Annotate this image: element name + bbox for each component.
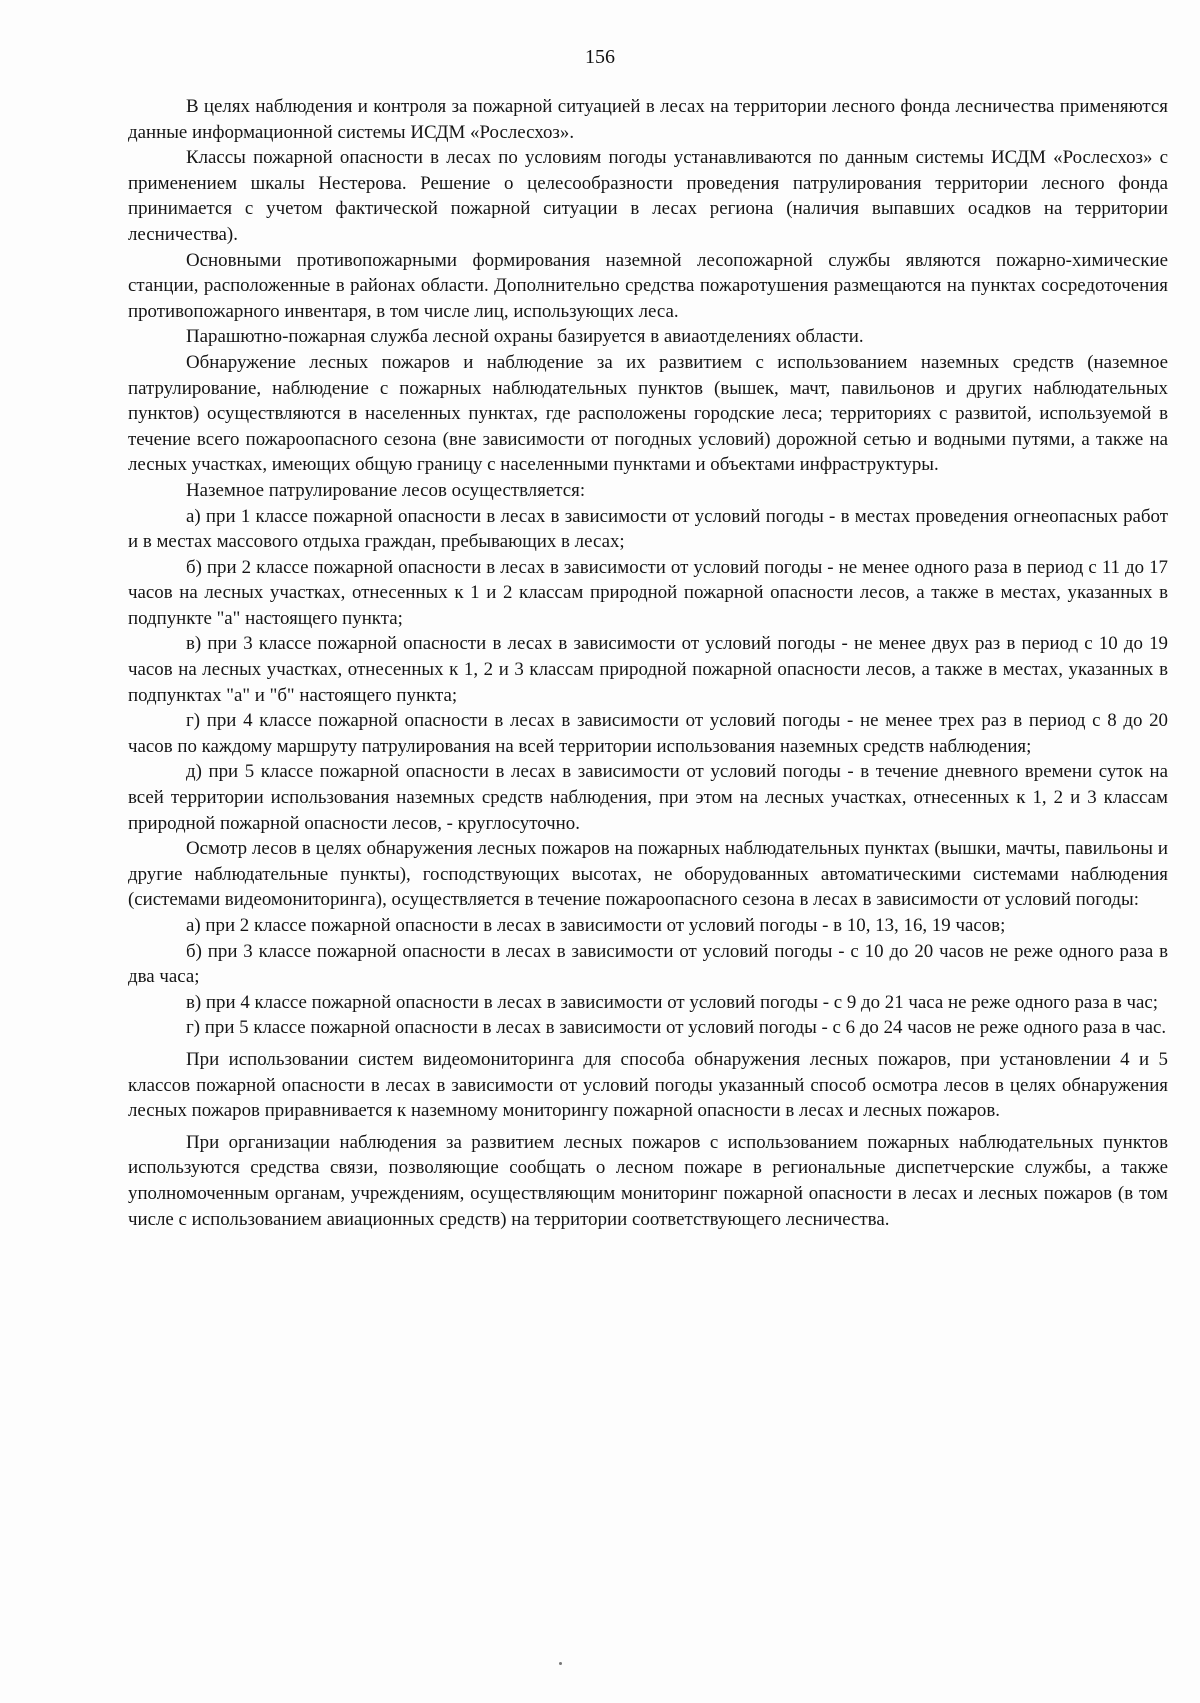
paragraph: При использовании систем видеомониторинга для способа обнаружения лесных пожаров, при установлении 4 и 5 классов пожарной опасности в лесах в зависимости от условий погоды указанный способ осмотра лесов в целях обнаружения лесных пожаров приравнивается к наземному мониторингу пожарной опасности в лесах и лесных пожаров. <box>128 1048 1168 1122</box>
document-body <box>128 94 1168 1232</box>
paragraph: Наземное патрулирование лесов осуществляется: <box>186 479 586 501</box>
list-item: б) при 2 классе пожарной опасности в лесах в зависимости от условий погоды - не менее одного раза в период с 11 до 17 часов на лесных участках, отнесенных к 1 и 2 классам природной пожарной опасности лесов, а также в местах, указанных в подпункте "а" настоящего пункта; <box>128 556 1168 629</box>
paragraph: Обнаружение лесных пожаров и наблюдение за их развитием с использованием наземных средств (наземное патрулирование, наблюдение с пожарных наблюдательных пунктов (вышек, мачт, павильонов и других наблюдательных пунктов) осуществляются в населенных пунктах, где расположены городские леса; территориях с развитой, используемой в течение всего пожароопасного сезона (вне зависимости от погодных условий) дорожной сетью и водными путями, а также на лесных участках, имеющих общую границу с населенными пунктами и объектами инфраструктуры. <box>128 351 1168 476</box>
list-item: в) при 4 классе пожарной опасности в лесах в зависимости от условий погоды - с 9 до 21 часа не реже одного раза в час; <box>186 991 1159 1013</box>
paragraph: Осмотр лесов в целях обнаружения лесных пожаров на пожарных наблюдательных пунктах (вышки, мачты, павильоны и другие наблюдательные пункты), господствующих высотах, не оборудованных автоматическими системами наблюдения (системами видеомониторинга), осуществляется в течение пожароопасного сезона в лесах в зависимости от условий погоды: <box>128 838 1168 911</box>
paragraph: При организации наблюдения за развитием лесных пожаров с использованием пожарных наблюдательных пунктов используются средства связи, позволяющие сообщать о лесном пожаре в региональные диспетчерские службы, а также уполномоченным органам, учреждениям, осуществляющим мониторинг пожарной опасности в лесах и лесных пожаров (в том числе с использованием авиационных средств) на территории соответствующего лесничества. <box>128 1131 1168 1230</box>
list-item: в) при 3 классе пожарной опасности в лесах в зависимости от условий погоды - не менее двух раз в период с 10 до 19 часов на лесных участках, отнесенных к 1, 2 и 3 классам природной пожарной опасности лесов, а также в местах, указанных в подпунктах "а" и "б" настоящего пункта; <box>128 633 1168 706</box>
list-item: б) при 3 классе пожарной опасности в лесах в зависимости от условий погоды - с 10 до 20 часов не реже одного раза в два часа; <box>128 940 1168 988</box>
list-item: г) при 4 классе пожарной опасности в лесах в зависимости от условий погоды - не менее трех раз в период с 8 до 20 часов по каждому маршруту патрулирования на всей территории использования наземных средств наблюдения; <box>128 710 1168 757</box>
list-item: а) при 1 классе пожарной опасности в лесах в зависимости от условий погоды - в местах проведения огнеопасных работ и в местах массового отдыха граждан, пребывающих в лесах; <box>128 505 1168 553</box>
paragraph: Основными противопожарными формирования наземной лесопожарной службы являются пожарно-химические станции, расположенные в районах области. Дополнительно средства пожаротушения размещаются на пунктах сосредоточения противопожарного инвентаря, в том числе лиц, использующих леса. <box>128 249 1168 322</box>
list-item: г) при 5 классе пожарной опасности в лесах в зависимости от условий погоды - с 6 до 24 часов не реже одного раза в час. <box>186 1017 1167 1039</box>
list-item: а) при 2 классе пожарной опасности в лесах в зависимости от условий погоды - в 10, 13, 16, 19 часов; <box>186 915 1006 936</box>
page-number: 156 <box>585 46 615 68</box>
list-item: д) при 5 классе пожарной опасности в лесах в зависимости от условий погоды - в течение дневного времени суток на всей территории использования наземных средств наблюдения, при этом на лесных участках, отнесенных к 1, 2 и 3 классам природной пожарной опасности лесов, - круглосуточно. <box>128 761 1168 834</box>
paragraph: Классы пожарной опасности в лесах по условиям погоды устанавливаются по данным системы ИСДМ «Рослесхоз» с применением шкалы Нестерова. Решение о целесообразности проведения патрулирования территории лесного фонда принимается с учетом фактической пожарной ситуации в лесах региона (наличия выпавших осадков на территории лесничества). <box>128 147 1168 245</box>
scan-speck <box>559 1662 562 1665</box>
paragraph: В целях наблюдения и контроля за пожарной ситуацией в лесах на территории лесного фонда лесничества применяются данные информационной системы ИСДМ «Рослесхоз». <box>128 96 1168 143</box>
paragraph: Парашютно-пожарная служба лесной охраны базируется в авиаотделениях области. <box>186 326 864 348</box>
